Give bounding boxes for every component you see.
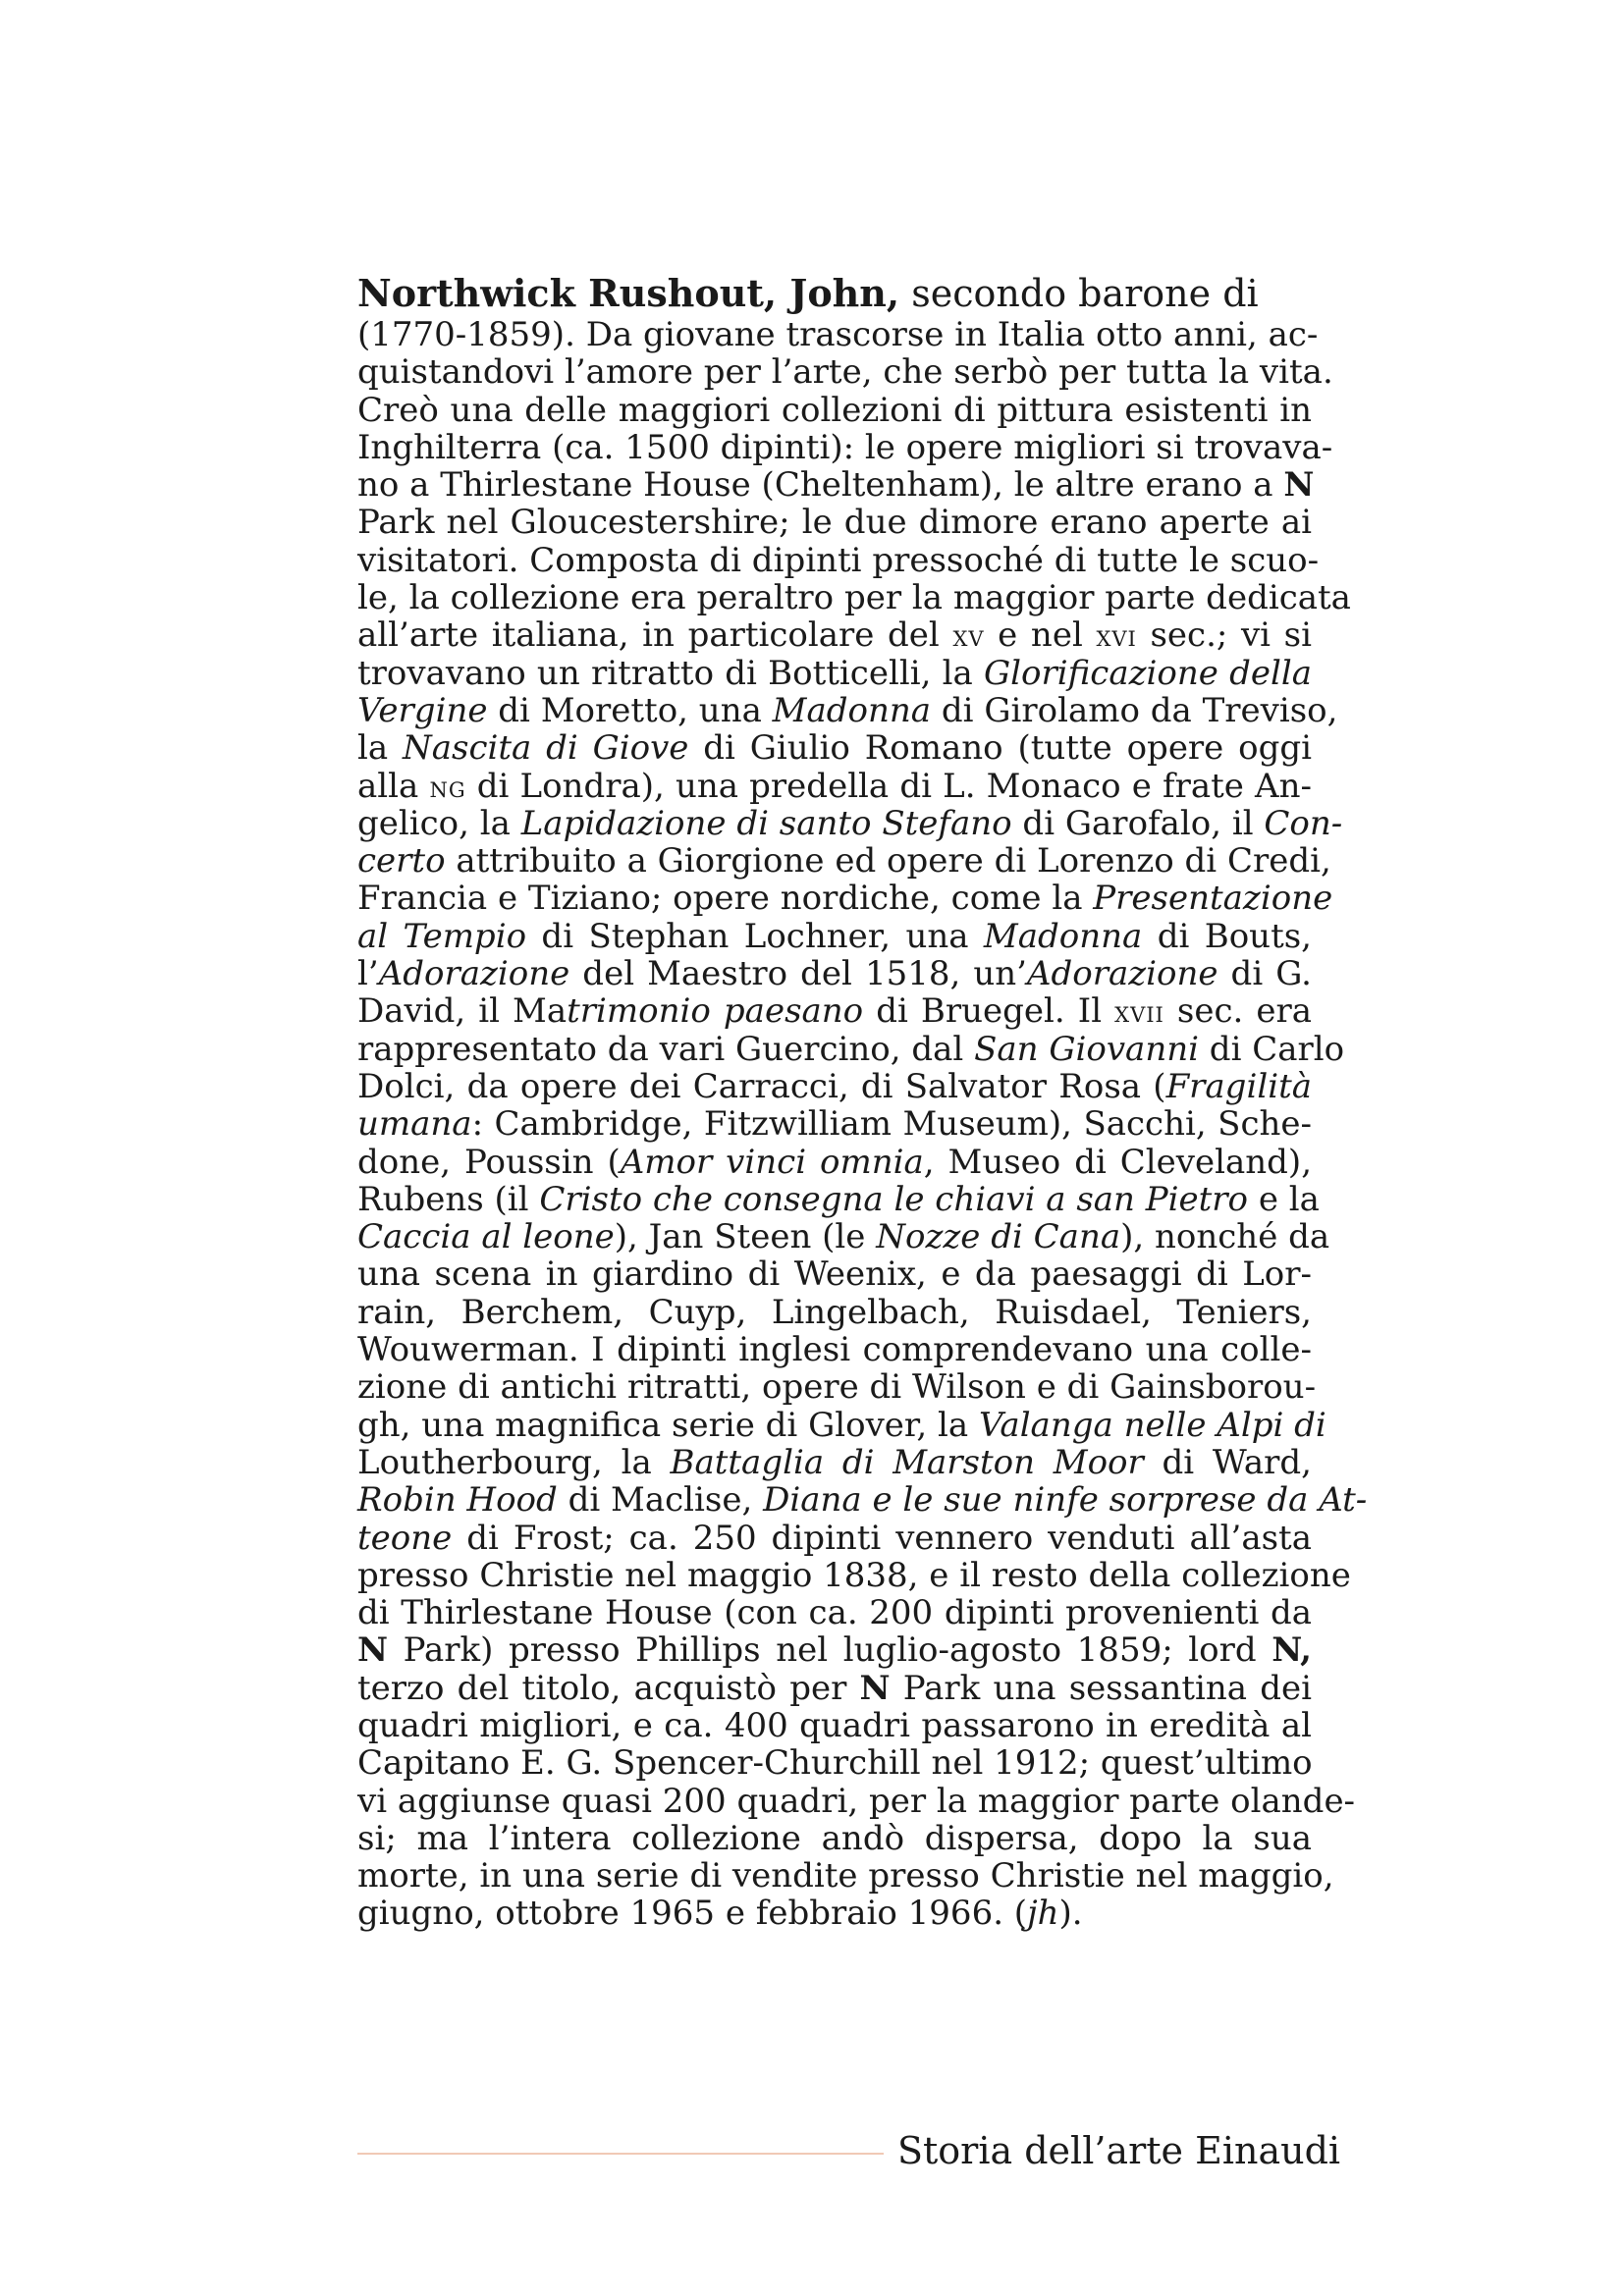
entry-subtitle: secondo barone di [911,272,1259,315]
entry-line: Francia e Tiziano; opere nordiche, come la Presentazione [357,879,1333,919]
entry-line: all’arte italiana, in particolare del xv e nel xvi sec.; vi si [357,615,1312,656]
entry-line: Dolci, da opere dei Carracci, di Salvator Rosa (Fragilità [357,1066,1312,1106]
entry-line: Loutherbourg, la Battaglia di Marston Moor di Ward, [357,1442,1312,1482]
entry-line: zione di antichi ritratti, opere di Wilson e di Gainsborou- [357,1367,1317,1408]
entry-line: Inghilterra (ca. 1500 dipinti): le opere migliori si trovava- [357,427,1333,467]
entry-line: quistandovi l’amore per l’arte, che serbò per tutta la vita. [357,352,1333,393]
entry-line: trovavano un ritratto di Botticelli, la Glorificazione della [357,653,1313,693]
entry-line: al Tempio di Stephan Lochner, una Madonna di Bouts, [357,916,1312,956]
entry-line: presso Christie nel maggio 1838, e il resto della collezione [357,1555,1351,1595]
entry-line: certo attribuito a Giorgione ed opere di Lorenzo di Credi, [357,841,1331,881]
entry-body [357,315,1368,1934]
entry-line: le, la collezione era peraltro per la maggior parte dedicata [357,578,1351,618]
entry-line: N Park) presso Phillips nel luglio-agosto 1859; lord N, [357,1630,1312,1671]
entry-line: alla ng di Londra), una predella di L. Monaco e frate An- [357,766,1312,806]
entry-line: quadri migliori, e ca. 400 quadri passarono in eredità al [357,1705,1312,1745]
entry-line: rappresentato da vari Guercino, dal San Giovanni di Carlo [357,1029,1345,1069]
entry-line: no a Thirlestane House (Cheltenham), le altre erano a N [357,465,1315,506]
entry-title-line [357,271,1312,316]
entry-line: Wouwerman. I dipinti inglesi comprendevano una colle- [357,1330,1312,1370]
entry-line: Park nel Gloucestershire; le due dimore erano aperte ai [357,503,1312,543]
entry-line: done, Poussin (Amor vinci omnia, Museo di Cleveland), [357,1142,1312,1182]
entry-headword: Northwick Rushout, John, [357,271,900,315]
entry-line: gelico, la Lapidazione di santo Stefano di Garofalo, il Con- [357,803,1343,843]
entry-line: Robin Hood di Maclise, Diana e le sue ninfe sorprese da At- [357,1480,1368,1521]
entry-line: morte, in una serie di vendite presso Christie nel maggio, [357,1856,1334,1896]
entry-line: Rubens (il Cristo che consegna le chiavi a san Pietro e la [357,1179,1320,1219]
entry-line: (1770-1859). Da giovane trascorse in Italia otto anni, ac- [357,315,1319,354]
entry-line: di Thirlestane House (con ca. 200 dipinti provenienti da [357,1593,1312,1633]
entry-line: una scena in giardino di Weenix, e da paesaggi di Lor- [357,1255,1312,1295]
footer-rule [357,2153,884,2155]
entry-line: la Nascita di Giove di Giulio Romano (tutte opere oggi [357,728,1313,769]
entry-line: vi aggiunse quasi 200 quadri, per la maggior parte olande- [357,1781,1356,1821]
entry-line: Vergine di Moretto, una Madonna di Girolamo da Treviso, [357,690,1338,730]
entry-line: rain, Berchem, Cuyp, Lingelbach, Ruisdael, Teniers, [357,1292,1312,1332]
entry-line: visitatori. Composta di dipinti pressoché di tutte le scuo- [357,540,1320,580]
entry-line: David, il Matrimonio paesano di Bruegel. Il xvii sec. era [357,991,1313,1032]
entry-line: l’Adorazione del Maestro del 1518, un’Adorazione di G. [357,954,1312,994]
entry-line: teone di Frost; ca. 250 dipinti vennero venduti all’asta [357,1518,1312,1558]
entry-line: Capitano E. G. Spencer-Churchill nel 1912; quest’ultimo [357,1743,1313,1784]
entry-line: gh, una magnifica serie di Glover, la Valanga nelle Alpi di [357,1405,1326,1445]
encyclopedia-entry [357,271,1368,1934]
entry-line: terzo del titolo, acquistò per N Park una sessantina dei [357,1668,1313,1708]
entry-line: Caccia al leone), Jan Steen (le Nozze di Cana), nonché da [357,1217,1330,1257]
entry-line: giugno, ottobre 1965 e febbraio 1966. (jh). [357,1894,1083,1934]
entry-line: umana: Cambridge, Fitzwilliam Museum), Sacchi, Sche- [357,1104,1312,1145]
entry-line: Creò una delle maggiori collezioni di pittura esistenti in [357,390,1312,430]
entry-line: si; ma l’intera collezione andò dispersa, dopo la sua [357,1818,1312,1858]
footer-title: Storia dell’arte Einaudi [897,2129,1341,2172]
